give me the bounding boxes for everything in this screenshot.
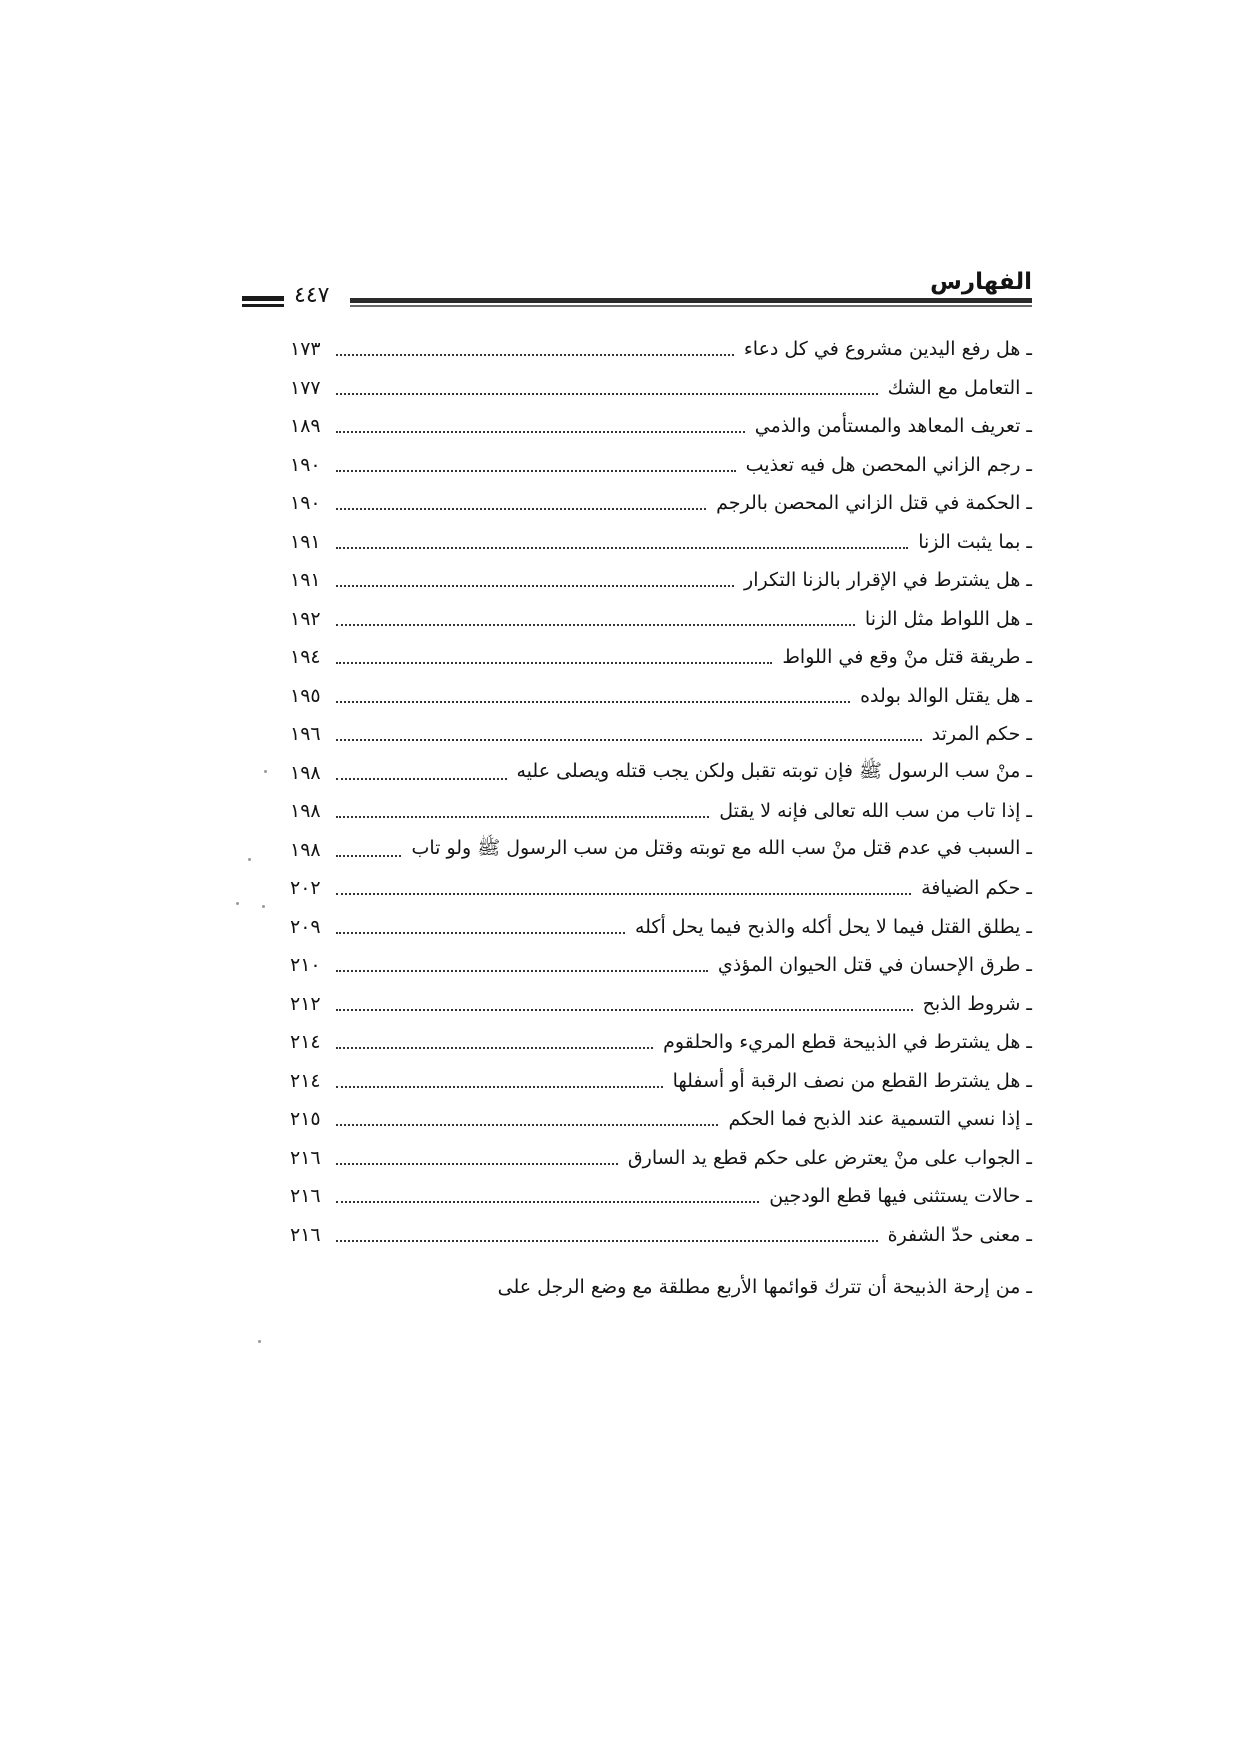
- entry-title: ـ تعريف المعاهد والمستأمن والذمي: [754, 415, 1032, 438]
- toc-entry: [290, 600, 1032, 639]
- scan-speck: [248, 858, 251, 861]
- toc-entry: [290, 985, 1032, 1024]
- toc-entry: [290, 446, 1032, 485]
- dot-leader: [336, 970, 708, 972]
- entry-page: ١٧٣: [290, 338, 321, 361]
- toc-entry: [290, 946, 1032, 985]
- toc-entry: [290, 1177, 1032, 1216]
- entry-title: ـ من إرحة الذبيحة أن تترك قوائمها الأربع مطلقة مع وضع الرجل على: [497, 1276, 1032, 1299]
- entry-title: ـ هل يشترط في الذبيحة قطع المريء والحلقوم: [663, 1031, 1032, 1054]
- entry-title: ـ شروط الذبح: [922, 992, 1032, 1015]
- toc-entry: [290, 561, 1032, 600]
- toc-entry: [290, 1023, 1032, 1062]
- entry-page: ٢١٤: [290, 1031, 321, 1054]
- entry-page: ٢١٦: [290, 1185, 321, 1208]
- entry-title: ـ معنى حدّ الشفرة: [887, 1223, 1032, 1246]
- entry-title: ـ هل رفع اليدين مشروع في كل دعاء: [743, 338, 1032, 361]
- entry-page: ٢٠٩: [290, 915, 321, 938]
- dot-leader: [336, 585, 734, 587]
- toc-entry: [290, 330, 1032, 369]
- entry-page: ١٧٧: [290, 376, 321, 399]
- entry-title: ـ التعامل مع الشك: [887, 376, 1032, 399]
- entry-page: ٢١٤: [290, 1069, 321, 1092]
- entry-page: ١٩٦: [290, 723, 321, 746]
- dot-leader: [336, 1163, 618, 1165]
- toc-entry: [290, 831, 1032, 870]
- entry-page: ٢١٢: [290, 992, 321, 1015]
- toc-entry: [290, 869, 1032, 908]
- toc-entry: [290, 677, 1032, 716]
- scan-speck: [236, 902, 239, 905]
- entry-page: ٢١٦: [290, 1146, 321, 1169]
- entry-title: ـ طرق الإحسان في قتل الحيوان المؤذي: [717, 954, 1032, 977]
- dot-leader: [336, 1240, 878, 1242]
- toc-entry: [290, 715, 1032, 754]
- entry-title: ـ السبب في عدم قتل منْ سب الله مع توبته وقتل من سب الرسول ﷺ ولو تاب: [411, 836, 1032, 859]
- dot-leader: [336, 624, 855, 626]
- entry-title: ـ الحكمة في قتل الزاني المحصن بالرجم: [716, 492, 1032, 515]
- toc-entry: [290, 754, 1032, 793]
- entry-title: ـ هل يشترط في الإقرار بالزنا التكرار: [744, 569, 1032, 592]
- entry-title: ـ هل يقتل الوالد بولده: [860, 684, 1032, 707]
- toc-entry: [290, 638, 1032, 677]
- table-of-contents: [290, 330, 1032, 1307]
- dot-leader: [336, 431, 745, 433]
- entry-page: ١٩٨: [290, 800, 321, 823]
- dot-leader: [336, 470, 736, 472]
- toc-entry: [290, 792, 1032, 831]
- entry-title: ـ حالات يستثنى فيها قطع الودجين: [769, 1185, 1032, 1208]
- entry-title: ـ هل يشترط القطع من نصف الرقبة أو أسفلها: [672, 1069, 1032, 1092]
- entry-title: ـ حكم الضيافة: [921, 877, 1032, 900]
- toc-entry: [290, 523, 1032, 562]
- dot-leader: [336, 932, 625, 934]
- dot-leader: [336, 1086, 663, 1088]
- toc-entry: [290, 1139, 1032, 1178]
- dot-leader: [336, 662, 772, 664]
- dot-leader: [336, 855, 401, 857]
- toc-entry-continued: [290, 1268, 1032, 1307]
- entry-title: ـ يطلق القتل فيما لا يحل أكله والذبح فيما يحل أكله: [634, 915, 1032, 938]
- toc-entry: [290, 1062, 1032, 1101]
- dot-leader: [336, 1009, 913, 1011]
- dot-leader: [336, 1124, 718, 1126]
- entry-title: ـ هل اللواط مثل الزنا: [864, 607, 1032, 630]
- toc-entry: [290, 1100, 1032, 1139]
- entry-title: ـ رجم الزاني المحصن هل فيه تعذيب: [745, 453, 1032, 476]
- toc-entry: [290, 484, 1032, 523]
- entry-page: ١٨٩: [290, 415, 321, 438]
- dot-leader: [336, 893, 911, 895]
- dot-leader: [336, 816, 709, 818]
- entry-page: ٢١٥: [290, 1108, 321, 1131]
- page-number: ٤٤٧: [294, 283, 330, 308]
- toc-entry: [290, 1216, 1032, 1255]
- scan-speck: [258, 1340, 261, 1343]
- entry-page: ١٩١: [290, 530, 321, 553]
- entry-page: ١٩٨: [290, 761, 321, 784]
- entry-page: ١٩٤: [290, 646, 321, 669]
- entry-page: ١٩٨: [290, 838, 321, 861]
- entry-title: ـ منْ سب الرسول ﷺ فإن توبته تقبل ولكن يجب قتله ويصلى عليه: [516, 759, 1032, 782]
- scan-speck: [264, 770, 267, 773]
- scan-speck: [262, 905, 265, 908]
- entry-title: ـ الجواب على منْ يعترض على حكم قطع يد السارق: [627, 1146, 1032, 1169]
- toc-entry: [290, 908, 1032, 947]
- dot-leader: [336, 1201, 759, 1203]
- dot-leader: [336, 547, 908, 549]
- entry-title: ـ إذا تاب من سب الله تعالى فإنه لا يقتل: [719, 800, 1032, 823]
- toc-entry: [290, 369, 1032, 408]
- page-header: [242, 268, 1032, 312]
- section-title: الفهارس: [930, 269, 1032, 295]
- entry-page: ١٩١: [290, 569, 321, 592]
- toc-entry: [290, 407, 1032, 446]
- dot-leader: [336, 778, 507, 780]
- dot-leader: [336, 1047, 653, 1049]
- dot-leader: [336, 393, 878, 395]
- header-rule-left-lower: [242, 304, 284, 307]
- entry-page: ٢٠٢: [290, 877, 321, 900]
- entry-page: ١٩٢: [290, 607, 321, 630]
- header-rule: [350, 298, 1032, 303]
- entry-page: ١٩٥: [290, 684, 321, 707]
- entry-page: ١٩٠: [290, 492, 321, 515]
- entry-title: ـ إذا نسي التسمية عند الذبح فما الحكم: [728, 1108, 1032, 1131]
- entry-page: ١٩٠: [290, 453, 321, 476]
- header-rule-left: [242, 296, 284, 301]
- dot-leader: [336, 508, 706, 510]
- dot-leader: [336, 739, 922, 741]
- entry-page: ٢١٦: [290, 1223, 321, 1246]
- entry-title: ـ بما يثبت الزنا: [918, 530, 1032, 553]
- dot-leader: [336, 354, 734, 356]
- entry-page: ٢١٠: [290, 954, 321, 977]
- entry-title: ـ طريقة قتل منْ وقع في اللواط: [782, 646, 1032, 669]
- dot-leader: [336, 701, 850, 703]
- entry-title: ـ حكم المرتد: [931, 723, 1032, 746]
